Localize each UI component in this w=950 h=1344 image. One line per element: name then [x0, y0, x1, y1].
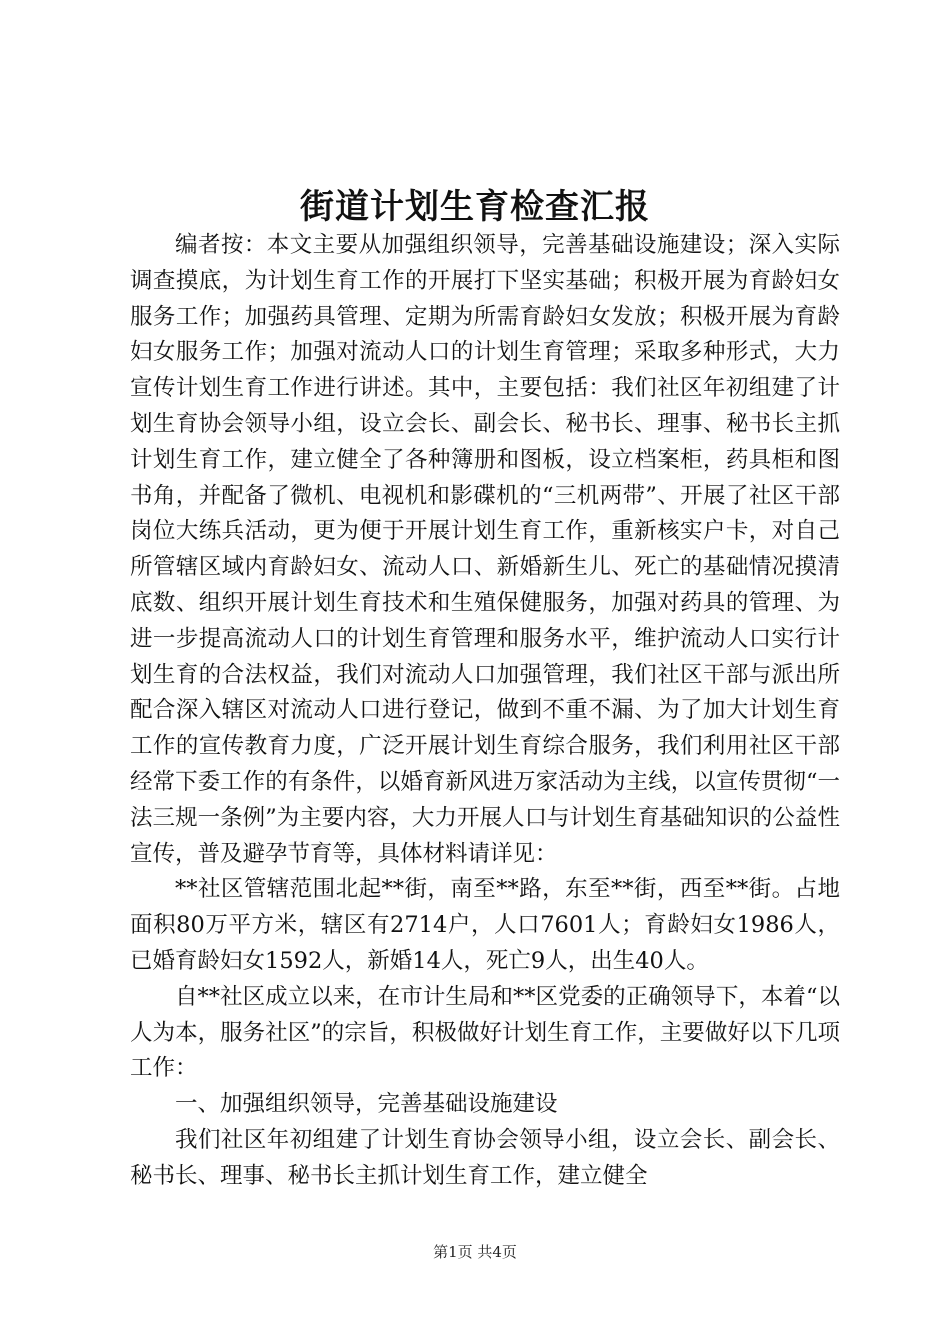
document-title: 街道计划生育检查汇报: [300, 187, 650, 227]
paragraph-community-overview: **社区管辖范围北起**街，南至**路，东至**街，西至**街。占地面积80万平方米，辖区有2714户，人口7601人；育龄妇女1986人，已婚育龄妇女1592人，新婚14人，死亡9人，出生40人。: [130, 876, 840, 974]
paragraph-editor-note: 编者按：本文主要从加强组织领导，完善基础设施建设；深入实际调查摸底，为计划生育工作的开展打下坚实基础；积极开展为育龄妇女服务工作；加强药具管理、定期为所需育龄妇女发放；积极开展为育龄妇女服务工作；加强对流动人口的计划生育管理；采取多种形式，大力宣传计划生育工作进行讲述。其中，主要包括：我们社区年初组建了计划生育协会领导小组，设立会长、副会长、秘书长、理事、秘书长主抓计划生育工作，建立健全了各种簿册和图板，设立档案柜，药具柜和图书角，并配备了微机、电视机和影碟机的“三机两带”、开展了社区干部岗位大练兵活动，更为便于开展计划生育工作，重新核实户卡，对自己所管辖区域内育龄妇女、流动人口、新婚新生儿、死亡的基础情况摸清底数、组织开展计划生育技术和生殖保健服务，加强对药具的管理、为进一步提高流动人口的计划生育管理和服务水平，维护流动人口实行计划生育的合法权益，我们对流动人口加强管理，我们社区干部与派出所配合深入辖区对流动人口进行登记，做到不重不漏、为了加大计划生育工作的宣传教育力度，广泛开展计划生育综合服务，我们利用社区干部经常下委工作的有条件，以婚育新风进万家活动为主线，以宣传贯彻“一法三规一条例”为主要内容，大力开展人口与计划生育基础知识的公益性宣传，普及避孕节育等，具体材料请详见：: [130, 232, 840, 867]
paragraph-work-intro: 自**社区成立以来，在市计生局和**区党委的正确领导下，本着“以人为本，服务社区”的宗旨，积极做好计划生育工作，主要做好以下几项工作：: [130, 983, 840, 1082]
section-heading-1: 一、加强组织领导，完善基础设施建设: [175, 1091, 558, 1118]
paragraph-section-1: 我们社区年初组建了计划生育协会领导小组，设立会长、副会长、秘书长、理事、秘书长主抓计划生育工作，建立健全: [130, 1126, 840, 1189]
page-footer: 第1页 共4页: [433, 1243, 517, 1261]
document-body: [130, 228, 840, 1195]
